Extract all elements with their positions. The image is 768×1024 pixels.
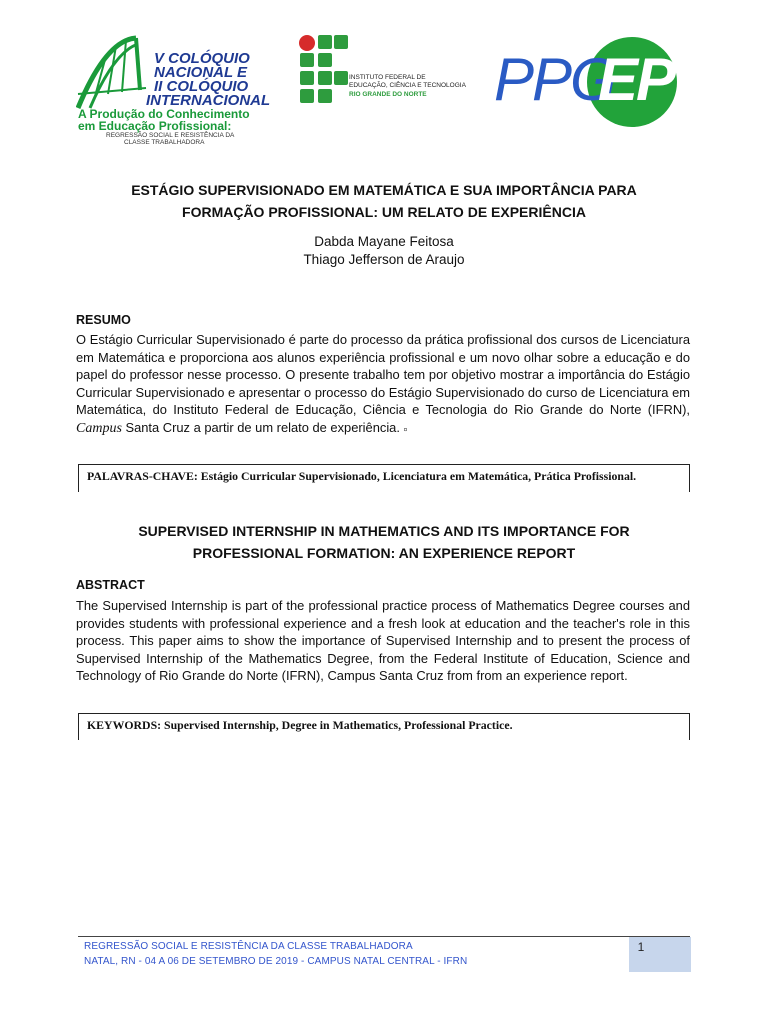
ifrn-logo [298, 34, 473, 110]
abstract-text [76, 597, 690, 685]
keywords-en: KEYWORDS: Supervised Internship, Degree in Mathematics, Professional Practice. [87, 718, 513, 732]
ifrn-grid-icon [298, 34, 348, 110]
paragraph-mark-icon: ¤ [403, 426, 408, 434]
paper-title-pt-line1: ESTÁGIO SUPERVISIONADO EM MATEMÁTICA E SUA IMPORTÂNCIA PARA [131, 182, 637, 198]
resumo-heading: RESUMO [76, 313, 131, 327]
author-2: Thiago Jefferson de Araujo [303, 252, 465, 267]
paper-title-en-line2: PROFESSIONAL FORMATION: AN EXPERIENCE REPORT [192, 545, 576, 561]
coloquio-line3: II COLÓQUIO [154, 78, 249, 95]
resumo-text-end: Santa Cruz a partir de um relato de experiência. [125, 419, 400, 435]
coloquio-line1: V COLÓQUIO [154, 50, 250, 67]
footer-rule [78, 936, 690, 937]
author-1: Dabda Mayane Feitosa [314, 234, 454, 249]
ppgep-text-ppg: PPG [494, 46, 615, 113]
coloquio-logo [76, 30, 276, 148]
paper-title-en-line1: SUPERVISED INTERNSHIP IN MATHEMATICS AND ITS IMPORTANCE FOR [138, 523, 630, 539]
ifrn-line2: EDUCAÇÃO, CIÊNCIA E TECNOLOGIA [349, 82, 466, 89]
resumo-text-italic: Campus [76, 420, 122, 436]
ppgep-text-ep: EP [598, 46, 675, 113]
coloquio-small1: REGRESSÃO SOCIAL E RESISTÊNCIA DA [106, 132, 235, 139]
coloquio-sub2: em Educação Profissional: [78, 119, 232, 133]
keywords-en-box [78, 713, 690, 740]
coloquio-line2: NACIONAL E [154, 64, 248, 81]
ifrn-line1: INSTITUTO FEDERAL DE [349, 74, 426, 81]
ppgep-logo [494, 36, 684, 128]
keywords-pt-box [78, 464, 690, 492]
ifrn-line3: RIO GRANDE DO NORTE [349, 91, 427, 98]
abstract-text-main: The Supervised Internship is part of the professional practice process of Mathematics Degree courses and provides students with professional experience and a fresh look at education and the teacher's role in this process. This paper aims to show the importance of Supervised Internship and to present the process of Supervised Internship of the Mathematics Degree, from the Federal Institute of Education, Science and Technology of Rio Grande do Norte (IFRN), Campus Santa Cruz from from an experience report. [76, 598, 690, 684]
footer-line1: REGRESSÃO SOCIAL E RESISTÊNCIA DA CLASSE TRABALHADORA [84, 941, 413, 952]
coloquio-line4: INTERNACIONAL [146, 92, 271, 109]
footer-line2: NATAL, RN - 04 A 06 DE SETEMBRO DE 2019 - CAMPUS NATAL CENTRAL - IFRN [84, 956, 468, 967]
paper-title-pt-line2: FORMAÇÃO PROFISSIONAL: UM RELATO DE EXPERIÊNCIA [182, 204, 586, 220]
coloquio-small2: CLASSE TRABALHADORA [124, 139, 205, 146]
keywords-pt: PALAVRAS-CHAVE: Estágio Curricular Supervisionado, Licenciatura em Matemática, Prática Profissional. [87, 469, 637, 483]
coloquio-sub1: A Produção do Conhecimento [78, 107, 250, 121]
resumo-text-main: O Estágio Curricular Supervisionado é parte do processo da prática profissional dos cursos de Licenciatura em Matemática e proporciona aos alunos experiência profissional e um novo olhar sobre a educação e do papel do professor nesse processo. O presente trabalho tem por objetivo mostrar a importância do Estágio Curricular Supervisionado e apresentar o processo do Estágio Supervisionado do curso de Licenciatura em Matemática, do Instituto Federal de Educação, Ciência e Tecnologia do Rio Grande do Norte (IFRN), [76, 332, 690, 418]
abstract-heading: ABSTRACT [76, 578, 145, 592]
page-number: 1 [637, 940, 645, 954]
resumo-text [76, 331, 690, 440]
